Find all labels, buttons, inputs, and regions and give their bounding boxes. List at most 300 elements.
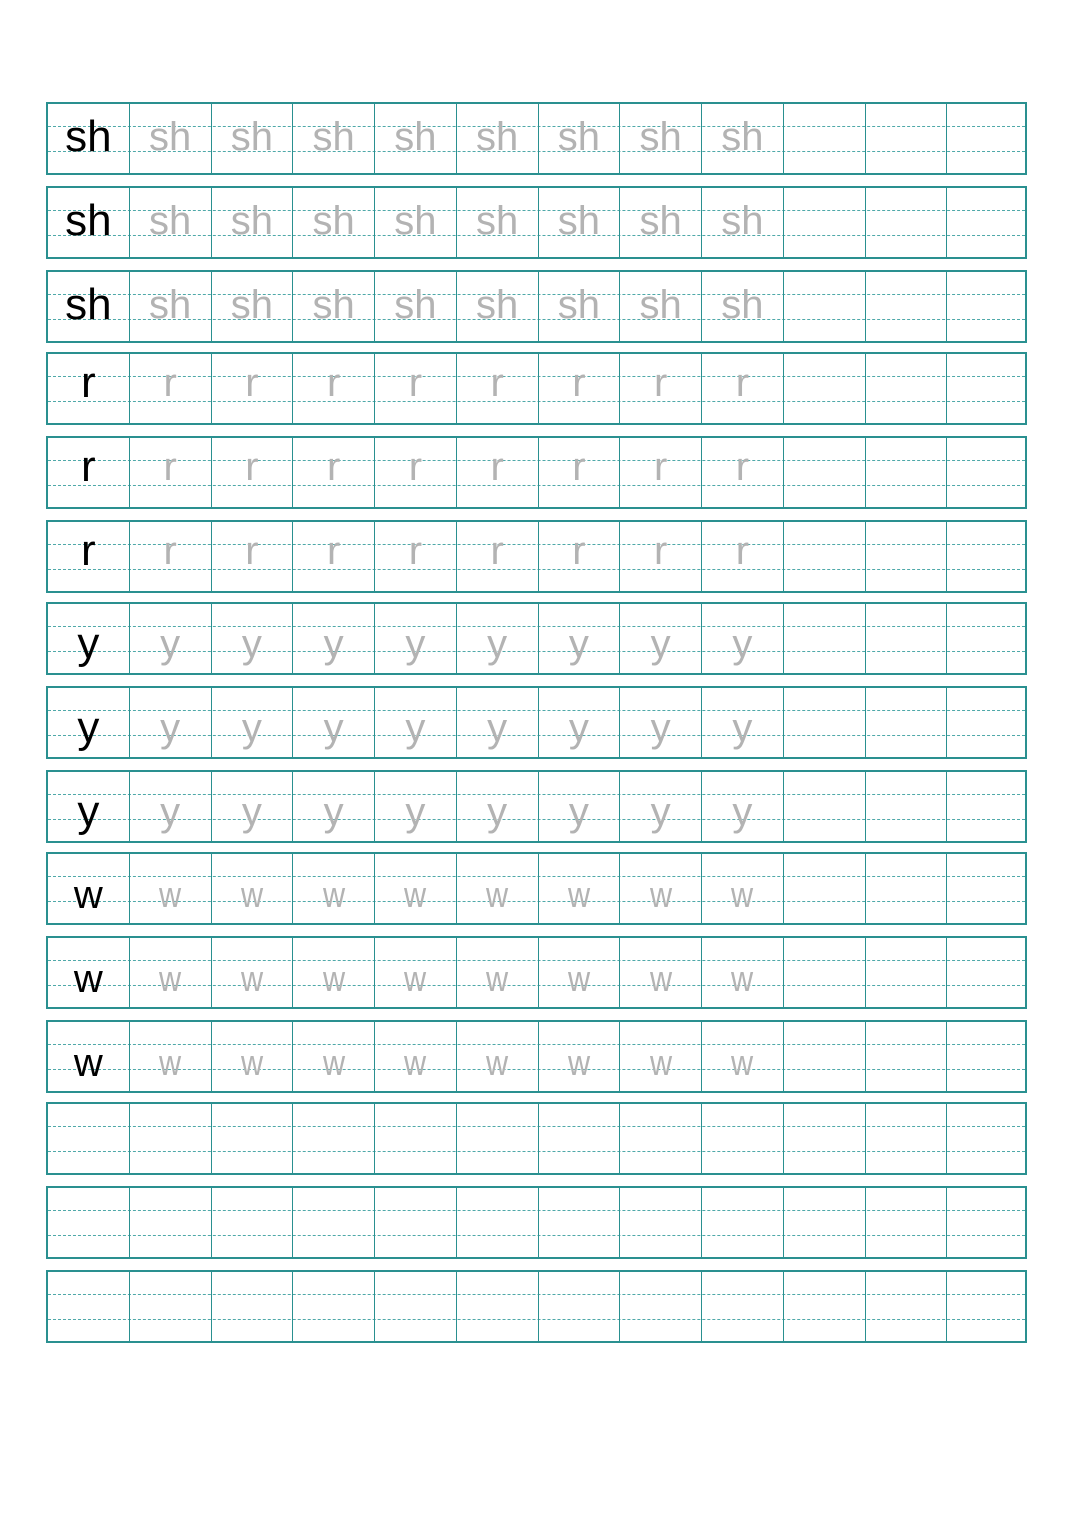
trace-letter: r <box>163 444 177 489</box>
trace-letter: r <box>245 444 259 489</box>
model-letter: w <box>73 956 103 1001</box>
trace-cell <box>130 854 212 923</box>
blank-cell <box>784 438 866 507</box>
blank-cell <box>947 688 1029 757</box>
model-cell <box>48 272 130 341</box>
trace-letter: sh <box>230 282 273 327</box>
trace-cell <box>702 272 784 341</box>
trace-letter: r <box>490 528 504 573</box>
trace-letter: r <box>735 528 750 573</box>
trace-cell <box>130 1022 212 1091</box>
trace-cell <box>130 272 212 341</box>
trace-letter: sh <box>312 198 355 243</box>
trace-cell <box>620 438 702 507</box>
blank-cell <box>866 354 948 423</box>
trace-letter: w <box>240 1041 263 1083</box>
blank-cell <box>784 938 866 1007</box>
trace-letter: r <box>408 444 423 489</box>
trace-letter: r <box>163 528 177 573</box>
trace-cell <box>212 772 294 841</box>
trace-letter: y <box>405 705 426 750</box>
trace-cell <box>212 104 294 173</box>
trace-letter: r <box>490 444 504 489</box>
trace-letter: y <box>650 621 671 666</box>
blank-cell <box>784 104 866 173</box>
trace-letter: sh <box>394 282 437 327</box>
blank-cell <box>866 772 948 841</box>
trace-letter: sh <box>476 114 519 159</box>
trace-cell <box>620 604 702 673</box>
trace-cell <box>130 522 212 591</box>
trace-letter: sh <box>639 198 682 243</box>
blank-cell <box>212 1104 294 1173</box>
trace-cell <box>375 772 457 841</box>
trace-letter: r <box>245 528 259 573</box>
trace-letter: r <box>572 444 586 489</box>
blank-cell <box>130 1104 212 1173</box>
trace-letter: r <box>735 444 750 489</box>
model-cell <box>48 854 130 923</box>
trace-letter: sh <box>721 198 764 243</box>
blank-cell <box>48 1272 130 1341</box>
trace-cell <box>212 604 294 673</box>
trace-letter: y <box>160 705 181 750</box>
model-cell <box>48 604 130 673</box>
trace-letter: y <box>241 789 262 834</box>
trace-letter: y <box>732 621 753 666</box>
model-cell <box>48 522 130 591</box>
trace-letter: y <box>487 789 508 834</box>
blank-cell <box>866 272 948 341</box>
trace-cell <box>457 188 539 257</box>
trace-cell <box>457 604 539 673</box>
trace-cell <box>293 188 375 257</box>
trace-letter: w <box>404 873 427 915</box>
blank-cell <box>947 938 1029 1007</box>
trace-cell <box>702 522 784 591</box>
blank-cell <box>784 272 866 341</box>
trace-cell <box>539 938 621 1007</box>
blank-cell <box>784 604 866 673</box>
trace-cell <box>539 188 621 257</box>
model-cell <box>48 438 130 507</box>
blank-cell <box>375 1104 457 1173</box>
trace-letter: w <box>567 957 590 999</box>
practice-row <box>46 436 1027 509</box>
letter-group-sh <box>46 102 1027 343</box>
trace-cell <box>130 772 212 841</box>
trace-cell <box>539 272 621 341</box>
blank-cell <box>784 522 866 591</box>
trace-cell <box>375 604 457 673</box>
blank-cell <box>947 188 1029 257</box>
blank-cell <box>620 1272 702 1341</box>
trace-cell <box>539 438 621 507</box>
practice-row <box>46 186 1027 259</box>
blank-cell <box>947 854 1029 923</box>
trace-cell <box>457 688 539 757</box>
trace-cell <box>130 188 212 257</box>
trace-cell <box>375 522 457 591</box>
blank-cell <box>947 1104 1029 1173</box>
trace-cell <box>457 772 539 841</box>
trace-cell <box>212 188 294 257</box>
trace-cell <box>457 522 539 591</box>
trace-cell <box>293 854 375 923</box>
trace-letter: sh <box>721 114 764 159</box>
blank-cell <box>947 522 1029 591</box>
trace-letter: w <box>567 1041 590 1083</box>
trace-cell <box>375 688 457 757</box>
trace-letter: w <box>404 1041 427 1083</box>
trace-cell <box>375 272 457 341</box>
trace-cell <box>212 354 294 423</box>
blank-cell <box>866 1188 948 1257</box>
blank-cell <box>866 438 948 507</box>
blank-cell <box>784 688 866 757</box>
trace-cell <box>702 604 784 673</box>
trace-cell <box>702 688 784 757</box>
trace-letter: w <box>159 1041 182 1083</box>
blank-cell <box>784 1188 866 1257</box>
trace-letter: w <box>240 873 263 915</box>
trace-letter: r <box>245 360 259 405</box>
trace-cell <box>539 688 621 757</box>
trace-letter: y <box>160 621 181 666</box>
trace-cell <box>457 354 539 423</box>
blank-cell <box>293 1104 375 1173</box>
trace-cell <box>457 104 539 173</box>
trace-cell <box>375 354 457 423</box>
trace-cell <box>702 438 784 507</box>
trace-letter: w <box>649 957 672 999</box>
trace-letter: r <box>408 528 423 573</box>
practice-row <box>46 1020 1027 1093</box>
trace-letter: y <box>323 705 344 750</box>
trace-cell <box>457 854 539 923</box>
trace-cell <box>130 104 212 173</box>
blank-cell <box>130 1188 212 1257</box>
trace-letter: sh <box>557 114 600 159</box>
trace-letter: sh <box>230 114 273 159</box>
blank-cell <box>702 1188 784 1257</box>
trace-cell <box>212 272 294 341</box>
trace-cell <box>293 772 375 841</box>
blank-cell <box>212 1188 294 1257</box>
blank-cell <box>866 522 948 591</box>
trace-letter: y <box>160 789 181 834</box>
trace-cell <box>620 188 702 257</box>
trace-letter: sh <box>312 114 355 159</box>
model-letter: sh <box>65 111 112 161</box>
trace-cell <box>539 604 621 673</box>
trace-cell <box>702 104 784 173</box>
practice-row <box>46 686 1027 759</box>
trace-letter: y <box>568 621 589 666</box>
model-cell <box>48 354 130 423</box>
trace-letter: sh <box>476 282 519 327</box>
trace-letter: w <box>322 957 345 999</box>
blank-cell <box>539 1188 621 1257</box>
trace-letter: sh <box>476 198 519 243</box>
practice-row <box>46 1102 1027 1175</box>
trace-cell <box>620 104 702 173</box>
trace-letter: y <box>650 789 671 834</box>
trace-letter: w <box>404 957 427 999</box>
trace-letter: w <box>322 1041 345 1083</box>
trace-letter: r <box>653 528 668 573</box>
model-letter: r <box>81 357 96 407</box>
trace-cell <box>539 854 621 923</box>
trace-letter: y <box>732 789 753 834</box>
trace-letter: y <box>732 705 753 750</box>
model-letter: w <box>73 1040 103 1085</box>
trace-cell <box>620 772 702 841</box>
model-cell <box>48 688 130 757</box>
trace-cell <box>457 438 539 507</box>
blank-cell <box>784 772 866 841</box>
trace-cell <box>539 772 621 841</box>
trace-cell <box>375 438 457 507</box>
model-cell <box>48 1022 130 1091</box>
trace-letter: sh <box>149 114 192 159</box>
trace-cell <box>212 854 294 923</box>
model-cell <box>48 938 130 1007</box>
trace-letter: r <box>653 360 668 405</box>
practice-row <box>46 936 1027 1009</box>
trace-cell <box>293 354 375 423</box>
trace-cell <box>457 938 539 1007</box>
trace-cell <box>620 522 702 591</box>
blank-cell <box>702 1104 784 1173</box>
blank-cell <box>784 188 866 257</box>
trace-cell <box>620 1022 702 1091</box>
trace-cell <box>130 604 212 673</box>
blank-cell <box>947 1022 1029 1091</box>
trace-cell <box>212 938 294 1007</box>
trace-letter: y <box>650 705 671 750</box>
trace-letter: y <box>405 789 426 834</box>
trace-letter: y <box>323 789 344 834</box>
trace-letter: r <box>735 360 750 405</box>
model-letter: y <box>77 618 100 668</box>
trace-cell <box>457 272 539 341</box>
trace-cell <box>293 438 375 507</box>
blank-cell <box>947 354 1029 423</box>
blank-cell <box>866 688 948 757</box>
blank-cell <box>866 1022 948 1091</box>
trace-cell <box>293 522 375 591</box>
blank-cell <box>784 1022 866 1091</box>
blank-cell <box>457 1272 539 1341</box>
trace-letter: sh <box>639 282 682 327</box>
trace-cell <box>212 522 294 591</box>
trace-letter: w <box>159 873 182 915</box>
trace-letter: r <box>163 360 177 405</box>
practice-row <box>46 102 1027 175</box>
trace-cell <box>375 854 457 923</box>
trace-cell <box>375 938 457 1007</box>
model-letter: r <box>81 525 96 575</box>
practice-row <box>46 770 1027 843</box>
trace-cell <box>539 522 621 591</box>
trace-letter: y <box>487 621 508 666</box>
trace-letter: sh <box>557 282 600 327</box>
blank-cell <box>457 1188 539 1257</box>
blank-cell <box>866 104 948 173</box>
trace-letter: w <box>159 957 182 999</box>
trace-cell <box>620 938 702 1007</box>
trace-cell <box>293 272 375 341</box>
blank-cell <box>866 938 948 1007</box>
trace-cell <box>702 938 784 1007</box>
trace-cell <box>212 688 294 757</box>
blank-cell <box>947 604 1029 673</box>
trace-cell <box>702 354 784 423</box>
trace-cell <box>539 104 621 173</box>
trace-letter: r <box>408 360 423 405</box>
trace-cell <box>539 354 621 423</box>
blank-cell <box>539 1104 621 1173</box>
blank-cell <box>947 1272 1029 1341</box>
letter-group-w <box>46 852 1027 1093</box>
trace-cell <box>702 772 784 841</box>
practice-row <box>46 602 1027 675</box>
trace-cell <box>702 1022 784 1091</box>
trace-letter: r <box>653 444 668 489</box>
trace-cell <box>130 688 212 757</box>
trace-cell <box>375 188 457 257</box>
blank-cell <box>702 1272 784 1341</box>
model-cell <box>48 772 130 841</box>
trace-cell <box>130 438 212 507</box>
letter-group-y <box>46 602 1027 843</box>
trace-letter: sh <box>149 282 192 327</box>
blank-cell <box>620 1104 702 1173</box>
blank-cell <box>947 772 1029 841</box>
trace-letter: r <box>326 360 341 405</box>
practice-row <box>46 520 1027 593</box>
trace-letter: w <box>649 1041 672 1083</box>
blank-cell <box>866 854 948 923</box>
blank-cell <box>375 1272 457 1341</box>
trace-letter: y <box>568 789 589 834</box>
blank-cell <box>784 854 866 923</box>
blank-cell <box>130 1272 212 1341</box>
blank-cell <box>293 1188 375 1257</box>
trace-letter: r <box>572 528 586 573</box>
trace-letter: r <box>490 360 504 405</box>
model-letter: y <box>77 702 100 752</box>
practice-row <box>46 852 1027 925</box>
model-letter: w <box>73 872 103 917</box>
trace-letter: sh <box>394 114 437 159</box>
blank-cell <box>866 188 948 257</box>
model-letter: y <box>77 786 100 836</box>
trace-letter: sh <box>721 282 764 327</box>
blank-cell <box>866 1272 948 1341</box>
letter-group-r <box>46 352 1027 593</box>
trace-letter: sh <box>312 282 355 327</box>
trace-letter: sh <box>149 198 192 243</box>
blank-cell <box>784 354 866 423</box>
blank-cell <box>947 272 1029 341</box>
model-letter: r <box>81 441 96 491</box>
practice-row <box>46 1270 1027 1343</box>
trace-letter: w <box>486 1041 509 1083</box>
trace-cell <box>620 854 702 923</box>
practice-row <box>46 270 1027 343</box>
trace-letter: sh <box>230 198 273 243</box>
blank-cell <box>48 1188 130 1257</box>
trace-letter: sh <box>557 198 600 243</box>
blank-cell <box>947 1188 1029 1257</box>
practice-row <box>46 1186 1027 1259</box>
trace-letter: r <box>326 528 341 573</box>
trace-letter: w <box>486 873 509 915</box>
trace-letter: y <box>568 705 589 750</box>
trace-cell <box>620 354 702 423</box>
blank-cell <box>784 1104 866 1173</box>
trace-cell <box>702 854 784 923</box>
trace-cell <box>130 354 212 423</box>
trace-letter: w <box>567 873 590 915</box>
trace-letter: sh <box>639 114 682 159</box>
blank-cell <box>866 1104 948 1173</box>
trace-cell <box>293 938 375 1007</box>
trace-letter: w <box>240 957 263 999</box>
trace-cell <box>620 272 702 341</box>
trace-letter: w <box>731 957 754 999</box>
model-cell <box>48 104 130 173</box>
trace-cell <box>293 688 375 757</box>
blank-cell <box>620 1188 702 1257</box>
trace-letter: r <box>572 360 586 405</box>
trace-cell <box>702 188 784 257</box>
blank-cell <box>48 1104 130 1173</box>
trace-cell <box>375 104 457 173</box>
trace-letter: y <box>487 705 508 750</box>
trace-cell <box>457 1022 539 1091</box>
trace-cell <box>293 1022 375 1091</box>
blank-cell <box>375 1188 457 1257</box>
blank-cell <box>539 1272 621 1341</box>
practice-row <box>46 352 1027 425</box>
blank-cell <box>947 104 1029 173</box>
trace-cell <box>212 438 294 507</box>
trace-letter: sh <box>394 198 437 243</box>
practice-sheet <box>46 102 1027 1352</box>
model-cell <box>48 188 130 257</box>
blank-practice-group <box>46 1102 1027 1343</box>
blank-cell <box>212 1272 294 1341</box>
trace-cell <box>375 1022 457 1091</box>
trace-letter: y <box>323 621 344 666</box>
blank-cell <box>293 1272 375 1341</box>
trace-letter: r <box>326 444 341 489</box>
trace-letter: w <box>731 1041 754 1083</box>
trace-cell <box>130 938 212 1007</box>
trace-letter: w <box>486 957 509 999</box>
trace-letter: y <box>241 621 262 666</box>
trace-letter: w <box>649 873 672 915</box>
trace-cell <box>539 1022 621 1091</box>
trace-cell <box>212 1022 294 1091</box>
blank-cell <box>457 1104 539 1173</box>
trace-letter: y <box>405 621 426 666</box>
blank-cell <box>784 1272 866 1341</box>
trace-cell <box>620 688 702 757</box>
